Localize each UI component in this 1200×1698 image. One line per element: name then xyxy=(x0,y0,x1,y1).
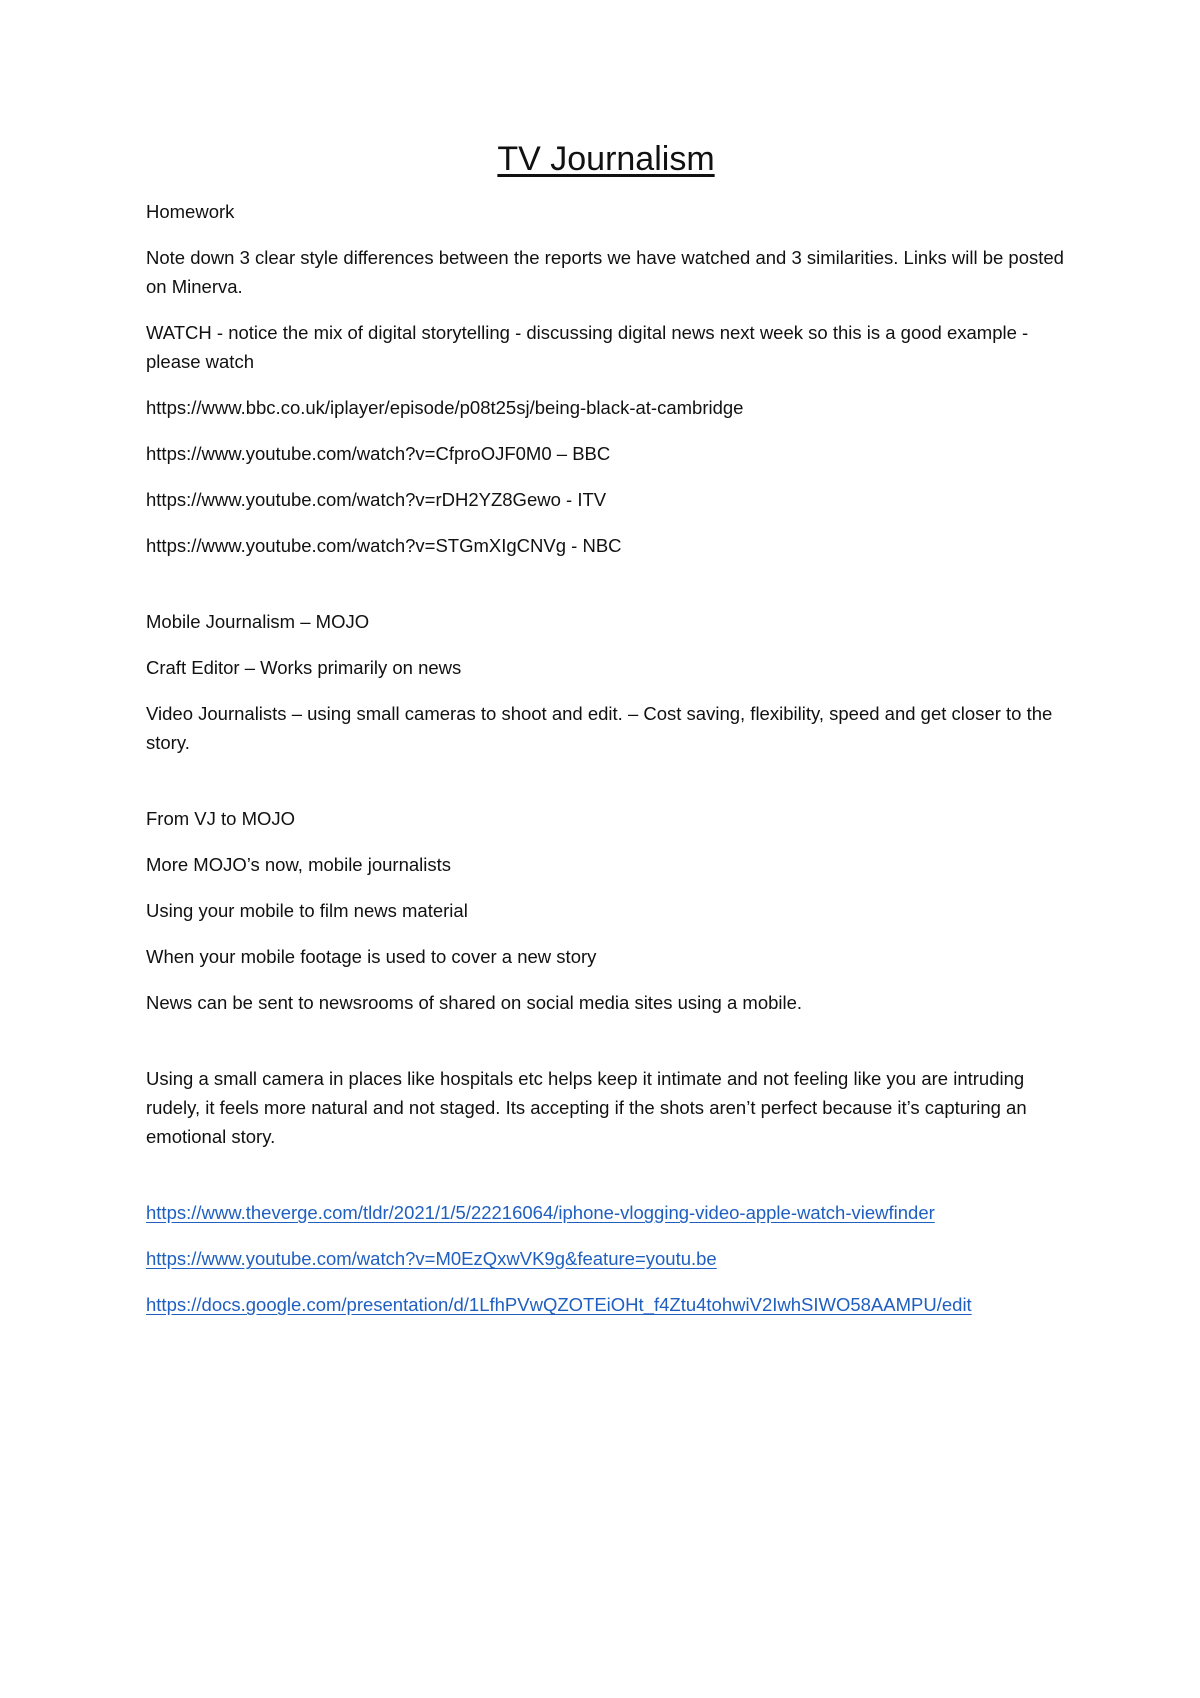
mojo-point: News can be sent to newsrooms of shared on social media sites using a mobile. xyxy=(146,992,803,1013)
watch-note: WATCH - notice the mix of digital storytelling - discussing digital news next week so this is a good example - please watch xyxy=(146,322,1029,372)
document-body xyxy=(146,140,1066,1336)
craft-editor-line: Craft Editor – Works primarily on news xyxy=(146,657,462,678)
spacer xyxy=(146,774,1066,804)
mojo-point: More MOJO’s now, mobile journalists xyxy=(146,854,452,875)
watch-link-itv: https://www.youtube.com/watch?v=rDH2YZ8Gewo - ITV xyxy=(146,489,607,510)
vj-heading: From VJ to MOJO xyxy=(146,808,296,829)
watch-link-bbc-iplayer: https://www.bbc.co.uk/iplayer/episode/p08t25sj/being-black-at-cambridge xyxy=(146,397,744,418)
watch-link-nbc: https://www.youtube.com/watch?v=STGmXIgCNVg - NBC xyxy=(146,535,622,556)
watch-link-bbc: https://www.youtube.com/watch?v=CfproOJF0M0 – BBC xyxy=(146,443,611,464)
hyperlink-theverge[interactable]: https://www.theverge.com/tldr/2021/1/5/22216064/iphone-vlogging-video-apple-watch-viewfinder xyxy=(146,1202,935,1223)
mojo-point: Using your mobile to film news material xyxy=(146,900,468,921)
hyperlink-youtube[interactable]: https://www.youtube.com/watch?v=M0EzQxwVK9g&feature=youtu.be xyxy=(146,1248,717,1269)
homework-heading: Homework xyxy=(146,201,235,222)
hyperlink-google-slides[interactable]: https://docs.google.com/presentation/d/1LfhPVwQZOTEiOHt_f4Ztu4tohwiV2IwhSIWO58AAMPU/edit xyxy=(146,1294,972,1315)
mojo-point: When your mobile footage is used to cover a new story xyxy=(146,946,597,967)
spacer xyxy=(146,1168,1066,1198)
small-camera-note: Using a small camera in places like hospitals etc helps keep it intimate and not feeling like you are intruding rudely, it feels more natural and not staged. Its accepting if the shots aren’t perfect because it’s capturing an emotional story. xyxy=(146,1068,1027,1147)
page-title: TV Journalism xyxy=(497,140,715,178)
video-journalists-line: Video Journalists – using small cameras to shoot and edit. – Cost saving, flexibility, speed and get closer to the story. xyxy=(146,703,1053,753)
spacer xyxy=(146,1034,1066,1064)
homework-task: Note down 3 clear style differences between the reports we have watched and 3 similarities. Links will be posted on Minerva. xyxy=(146,247,1064,297)
mojo-heading: Mobile Journalism – MOJO xyxy=(146,611,370,632)
spacer xyxy=(146,577,1066,607)
